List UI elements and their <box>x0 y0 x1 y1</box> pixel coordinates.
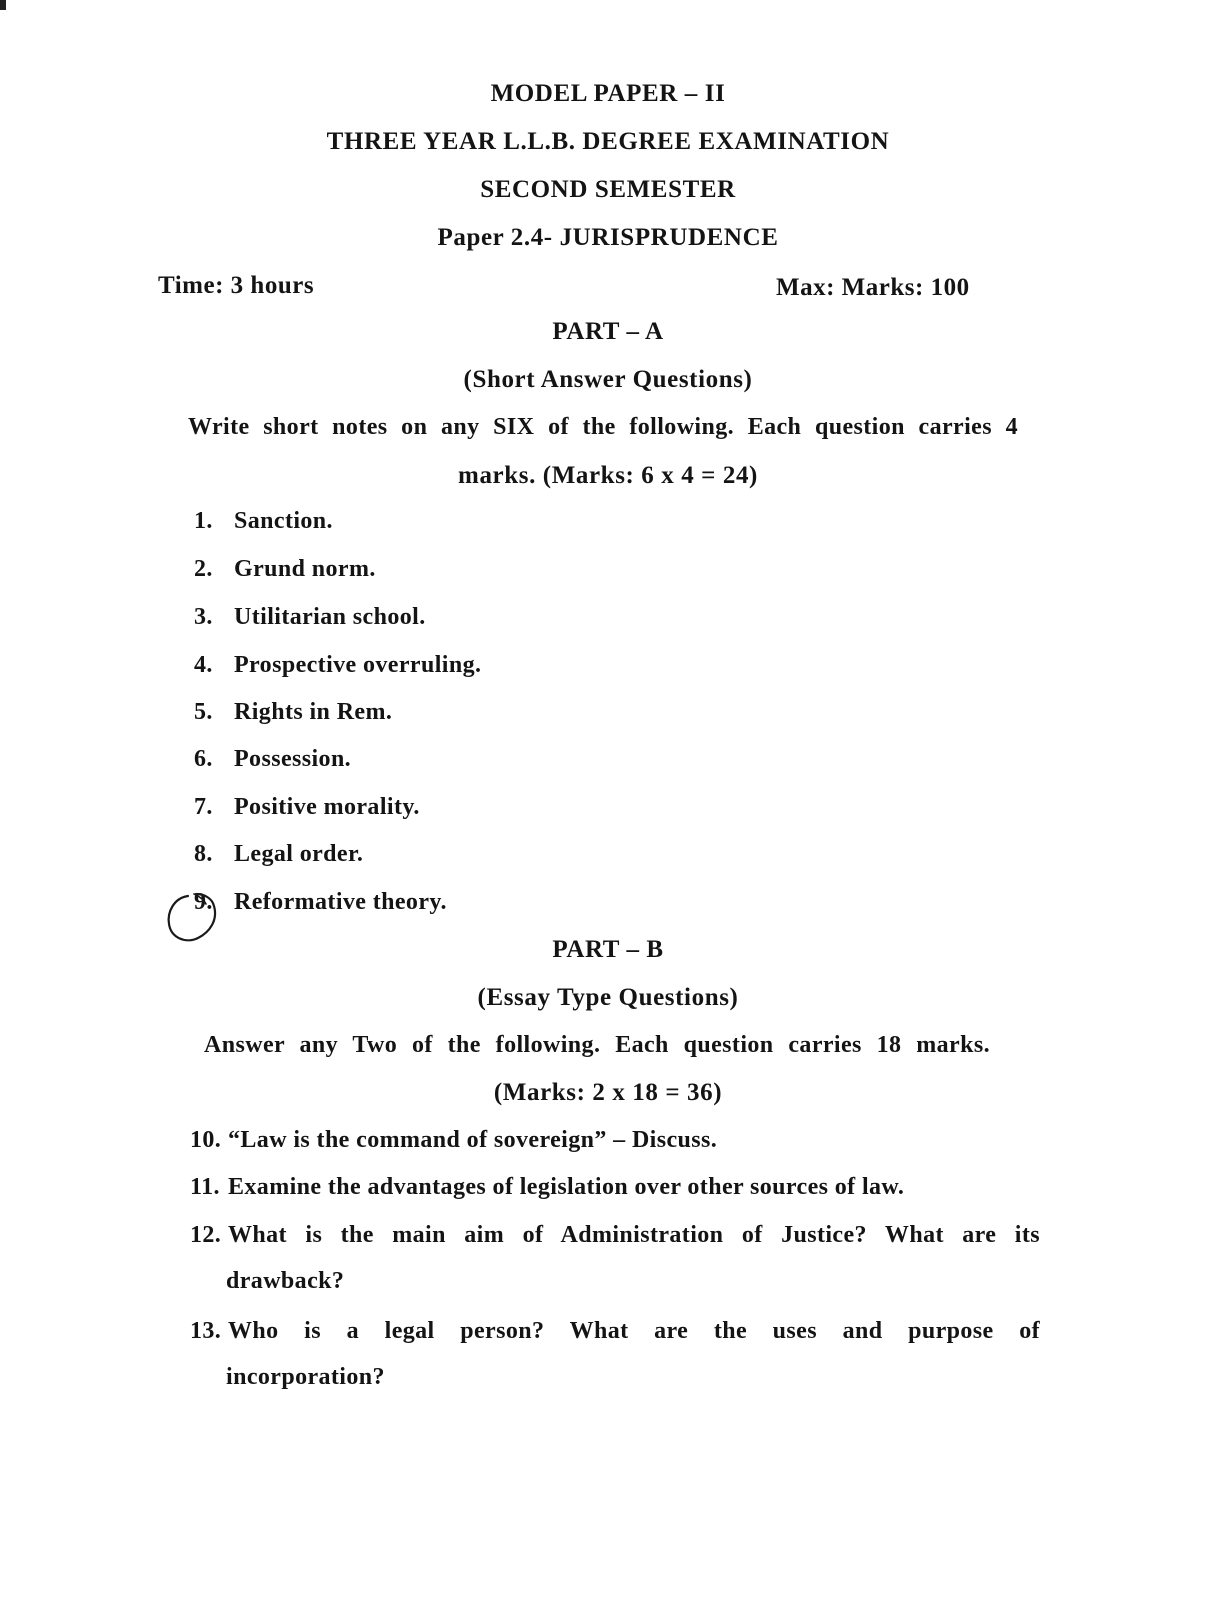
question-text: Positive morality. <box>234 794 420 820</box>
question-text: Prospective overruling. <box>234 652 482 678</box>
part-b-subtitle: (Essay Type Questions) <box>477 984 739 1011</box>
question-text: Possession. <box>234 746 352 772</box>
essay-question-12-line2: drawback? <box>226 1268 345 1294</box>
part-b-instruction-line2: (Marks: 2 x 18 = 36) <box>493 1079 723 1106</box>
question-number: 9. <box>194 889 213 915</box>
question-text: “Law is the command of sovereign” – Discuss. <box>228 1127 718 1153</box>
part-a-subtitle: (Short Answer Questions) <box>463 366 753 393</box>
question-text: Sanction. <box>234 508 333 534</box>
scan-corner-mark <box>0 0 6 10</box>
question-number: 7. <box>194 794 213 820</box>
question-text: Examine the advantages of legislation over other sources of law. <box>228 1174 905 1200</box>
question-number: 2. <box>194 556 213 582</box>
part-a-title: PART – A <box>552 318 664 345</box>
question-number: 3. <box>194 604 213 630</box>
paper-title: MODEL PAPER – II <box>490 80 726 107</box>
question-number: 13. <box>190 1318 222 1344</box>
essay-question-12-line1: What is the main aim of Administration of Justice? What are its <box>228 1222 1040 1248</box>
question-number: 11. <box>190 1174 220 1200</box>
max-marks-label: Max: Marks: 100 <box>776 274 970 301</box>
part-a-instruction-line1: Write short notes on any SIX of the following. Each question carries 4 <box>188 414 1018 440</box>
exam-name: THREE YEAR L.L.B. DEGREE EXAMINATION <box>326 128 890 155</box>
question-text: Grund norm. <box>234 556 376 582</box>
time-label: Time: 3 hours <box>158 272 315 299</box>
question-number: 10. <box>190 1127 222 1153</box>
essay-question-13-line2: incorporation? <box>226 1364 385 1390</box>
question-number: 6. <box>194 746 213 772</box>
question-number: 8. <box>194 841 213 867</box>
question-number: 4. <box>194 652 213 678</box>
question-number: 1. <box>194 508 213 534</box>
essay-question-13-line1: Who is a legal person? What are the uses and purpose of <box>228 1318 1040 1344</box>
question-number: 12. <box>190 1222 222 1248</box>
part-b-instruction-line1: Answer any Two of the following. Each question carries 18 marks. <box>204 1032 990 1058</box>
part-a-instruction-line2: marks. (Marks: 6 x 4 = 24) <box>458 462 758 489</box>
paper-subject: Paper 2.4- JURISPRUDENCE <box>437 224 779 251</box>
question-number: 5. <box>194 699 213 725</box>
question-text: Rights in Rem. <box>234 699 393 725</box>
question-text: Reformative theory. <box>234 889 447 915</box>
question-text: Legal order. <box>234 841 364 867</box>
semester-label: SECOND SEMESTER <box>480 176 736 203</box>
question-text: Utilitarian school. <box>234 604 426 630</box>
part-b-title: PART – B <box>552 936 664 963</box>
